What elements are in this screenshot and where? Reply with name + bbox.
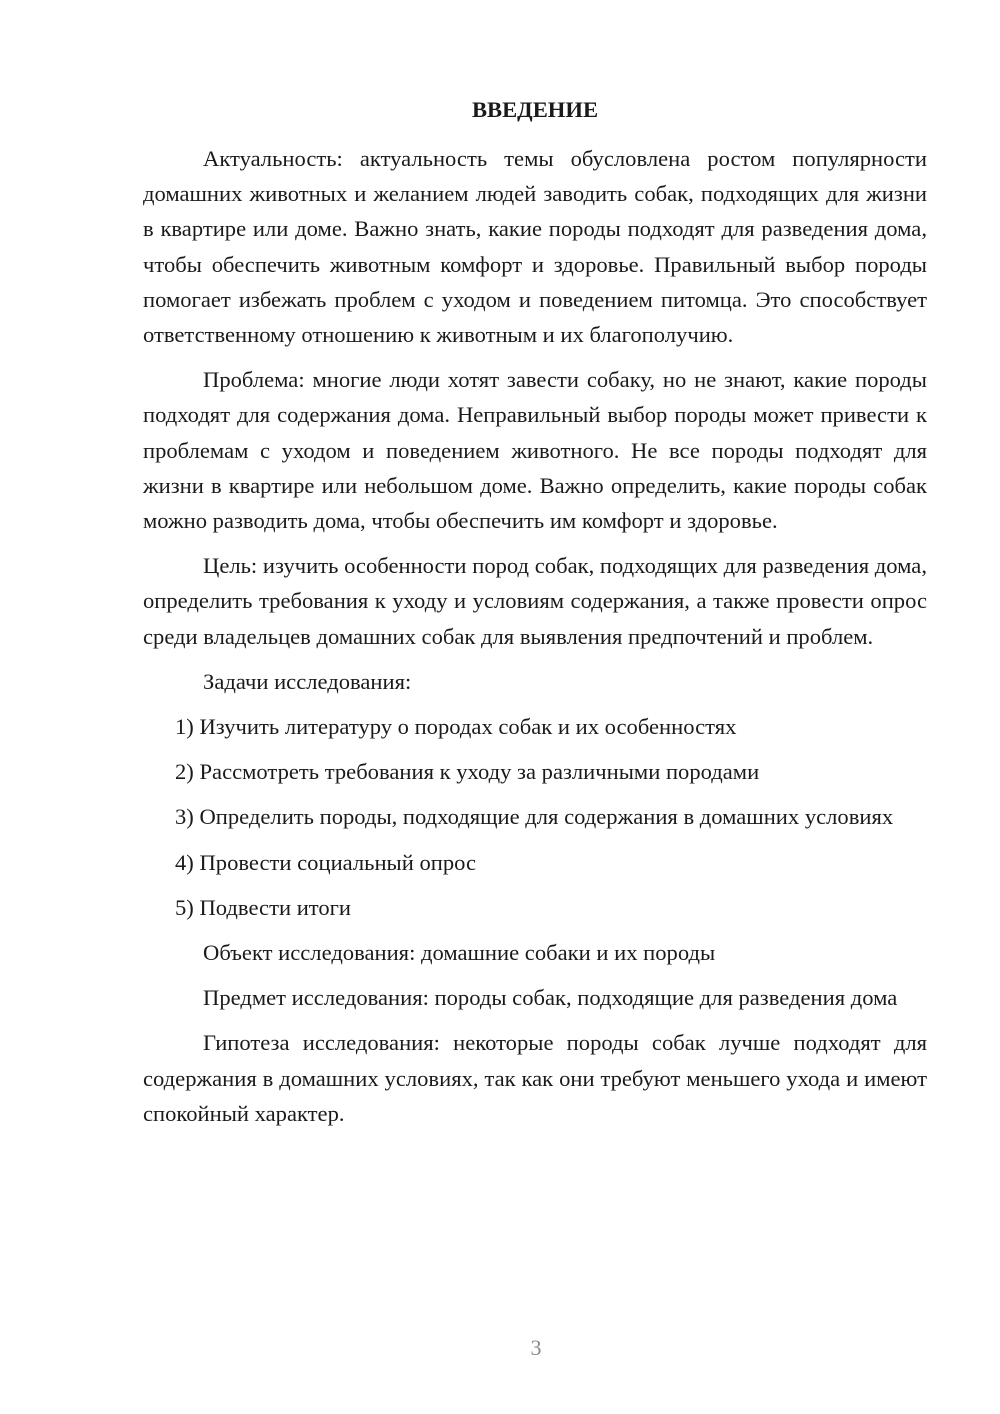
- subject-paragraph: Предмет исследования: породы собак, подходящие для разведения дома: [203, 985, 898, 1011]
- object-paragraph: Объект исследования: домашние собаки и их породы: [203, 940, 716, 966]
- goal-paragraph: Цель: изучить особенности пород собак, подходящих для разведения дома, определить требования к уходу и условиям содержания, а также провести опрос среди владельцев домашних собак для выявления предпочтений и проблем.: [143, 553, 927, 649]
- task-item: 3) Определить породы, подходящие для содержания в домашних условиях: [175, 804, 894, 830]
- task-item: 5) Подвести итоги: [175, 894, 352, 920]
- page-number: 3: [530, 1335, 542, 1360]
- hypothesis-paragraph: Гипотеза исследования: некоторые породы собак лучше подходят для содержания в домашних условиях, так как они требуют меньшего ухода и имеют спокойный характер.: [143, 1030, 927, 1126]
- tasks-heading: Задачи исследования:: [203, 668, 412, 694]
- section-title: ВВЕДЕНИЕ: [471, 97, 599, 122]
- task-item: 2) Рассмотреть требования к уходу за различными породами: [175, 759, 760, 785]
- page-body: [143, 92, 927, 1131]
- task-item: 4) Провести социальный опрос: [175, 849, 477, 875]
- problem-paragraph: Проблема: многие люди хотят завести собаку, но не знают, какие породы подходят для содержания дома. Неправильный выбор породы может привести к проблемам с уходом и поведением животного. Не все породы подходят для жизни в квартире или небольшом доме. Важно определить, какие породы собак можно разводить дома, чтобы обеспечить им комфорт и здоровье.: [143, 367, 927, 534]
- task-item: 1) Изучить литературу о породах собак и их особенностях: [175, 714, 737, 740]
- relevance-paragraph: Актуальность: актуальность темы обусловлена ростом популярности домашних животных и желанием людей заводить собак, подходящих для жизни в квартире или доме. Важно знать, какие породы подходят для разведения дома, чтобы обеспечить животным комфорт и здоровье. Правильный выбор породы помогает избежать проблем с уходом и поведением питомца. Это способствует ответственному отношению к животным и их благополучию.: [143, 146, 927, 348]
